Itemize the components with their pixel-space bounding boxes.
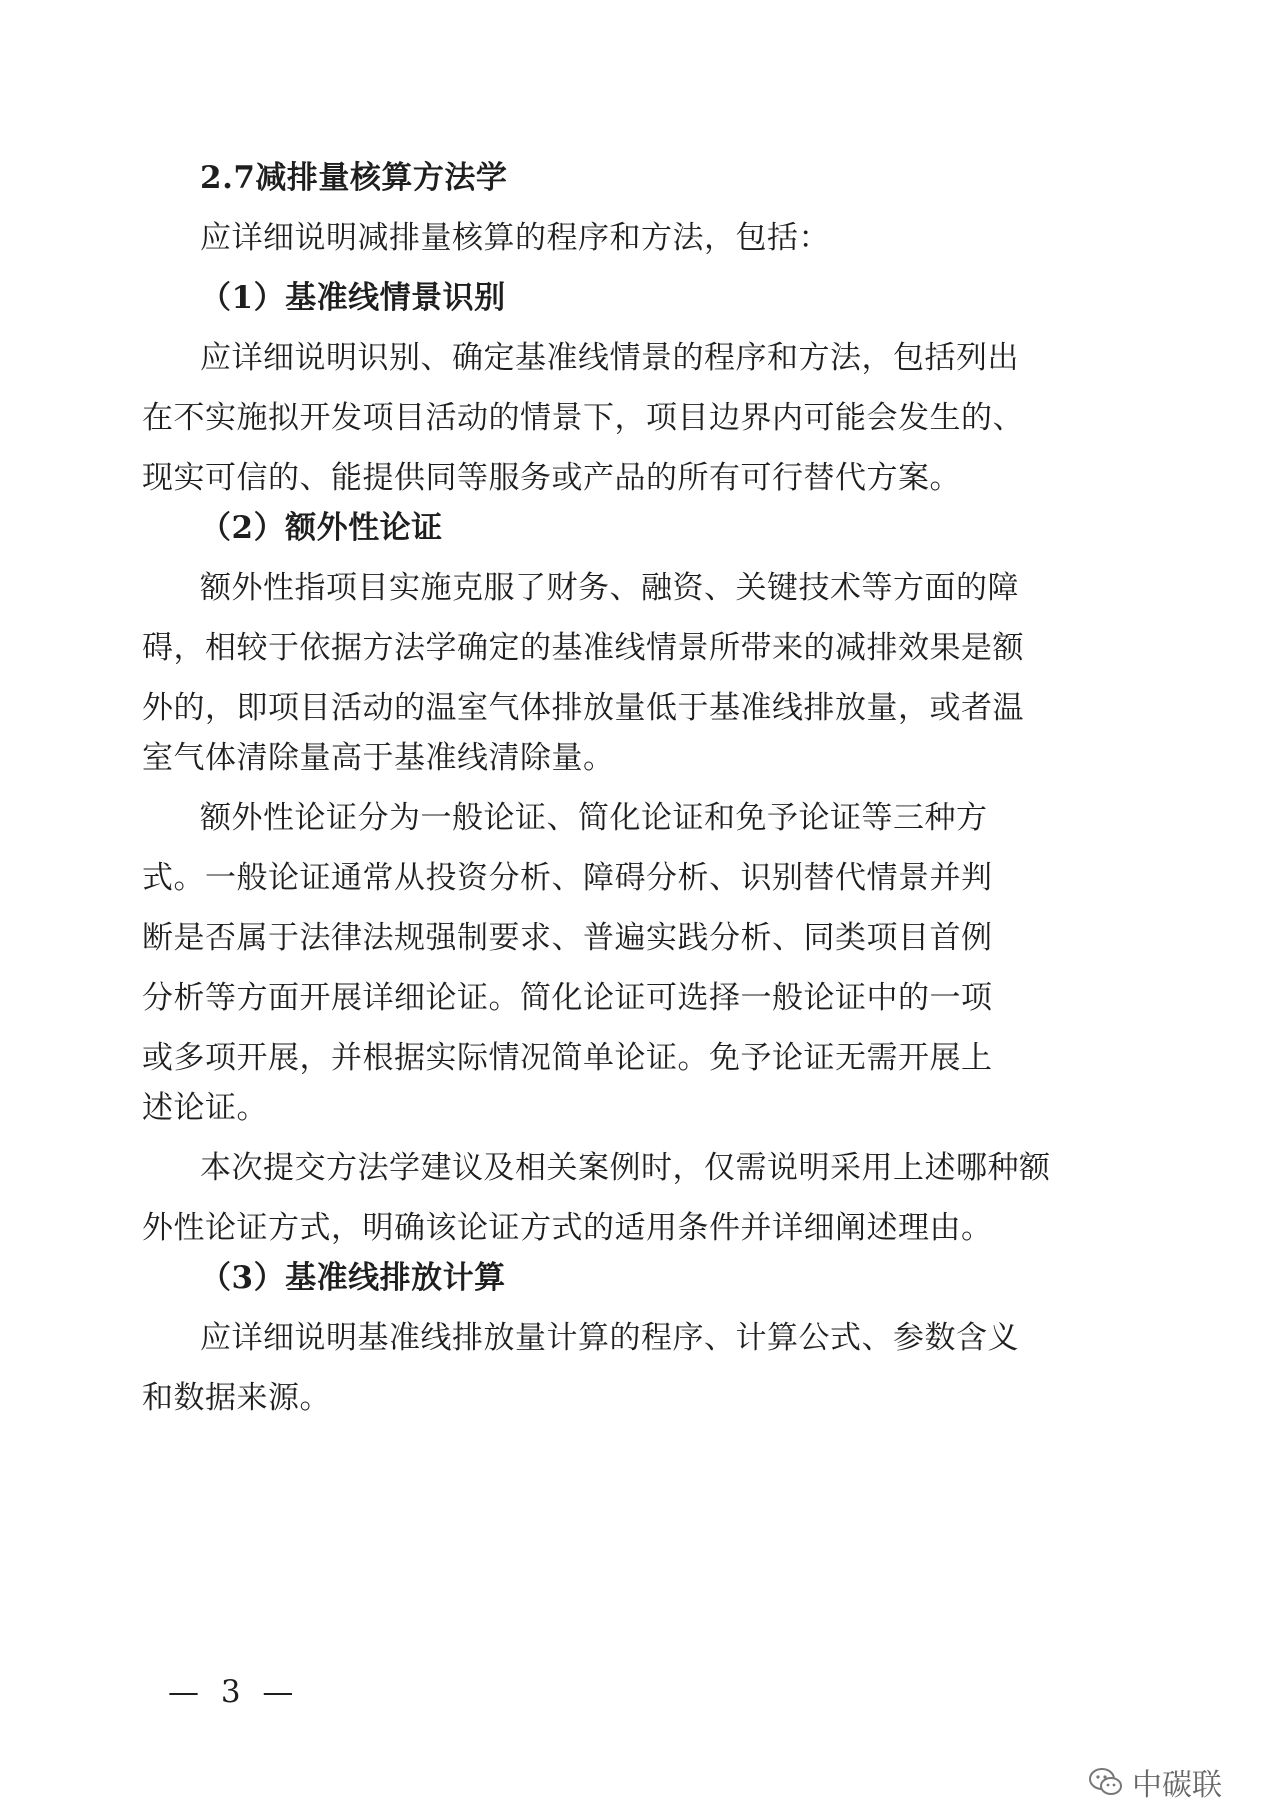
paragraph-line: 本次提交方法学建议及相关案例时，仅需说明采用上述哪种额 xyxy=(200,1150,1051,1186)
paragraph-line: 额外性指项目实施克服了财务、融资、关键技术等方面的障 xyxy=(200,570,1019,606)
watermark-text: 中碳联 xyxy=(1132,1768,1222,1803)
wechat-icon xyxy=(1088,1767,1124,1797)
paragraph-line: 室气体清除量高于基准线清除量。 xyxy=(142,740,615,776)
paragraph-line: 碍，相较于依据方法学确定的基准线情景所带来的减排效果是额 xyxy=(142,630,1024,666)
paragraph-line: 或多项开展，并根据实际情况简单论证。免予论证无需开展上 xyxy=(142,1040,993,1076)
subheading-additionality: （2）额外性论证 xyxy=(200,510,443,546)
paragraph-line: 外的，即项目活动的温室气体排放量低于基准线排放量，或者温 xyxy=(142,690,1024,726)
paragraph-line: 应详细说明识别、确定基准线情景的程序和方法，包括列出 xyxy=(200,340,1019,376)
paragraph-line: 分析等方面开展详细论证。简化论证可选择一般论证中的一项 xyxy=(142,980,993,1016)
watermark xyxy=(1088,1760,1222,1804)
page-number: — 3 — xyxy=(168,1674,300,1710)
paragraph-line: 断是否属于法律法规强制要求、普遍实践分析、同类项目首例 xyxy=(142,920,993,956)
paragraph-line: 应详细说明减排量核算的程序和方法，包括： xyxy=(200,220,830,256)
paragraph-line: 额外性论证分为一般论证、简化论证和免予论证等三种方 xyxy=(200,800,988,836)
paragraph-line: 应详细说明基准线排放量计算的程序、计算公式、参数含义 xyxy=(200,1320,1019,1356)
section-heading: 2.7减排量核算方法学 xyxy=(200,160,508,196)
paragraph-line: 和数据来源。 xyxy=(142,1380,331,1416)
paragraph-line: 在不实施拟开发项目活动的情景下，项目边界内可能会发生的、 xyxy=(142,400,1024,436)
paragraph-line: 式。一般论证通常从投资分析、障碍分析、识别替代情景并判 xyxy=(142,860,993,896)
subheading-baseline-emissions: （3）基准线排放计算 xyxy=(200,1260,506,1296)
subheading-baseline-scenario: （1）基准线情景识别 xyxy=(200,280,506,316)
paragraph-line: 现实可信的、能提供同等服务或产品的所有可行替代方案。 xyxy=(142,460,961,496)
paragraph-line: 述论证。 xyxy=(142,1090,268,1126)
paragraph-line: 外性论证方式，明确该论证方式的适用条件并详细阐述理由。 xyxy=(142,1210,993,1246)
